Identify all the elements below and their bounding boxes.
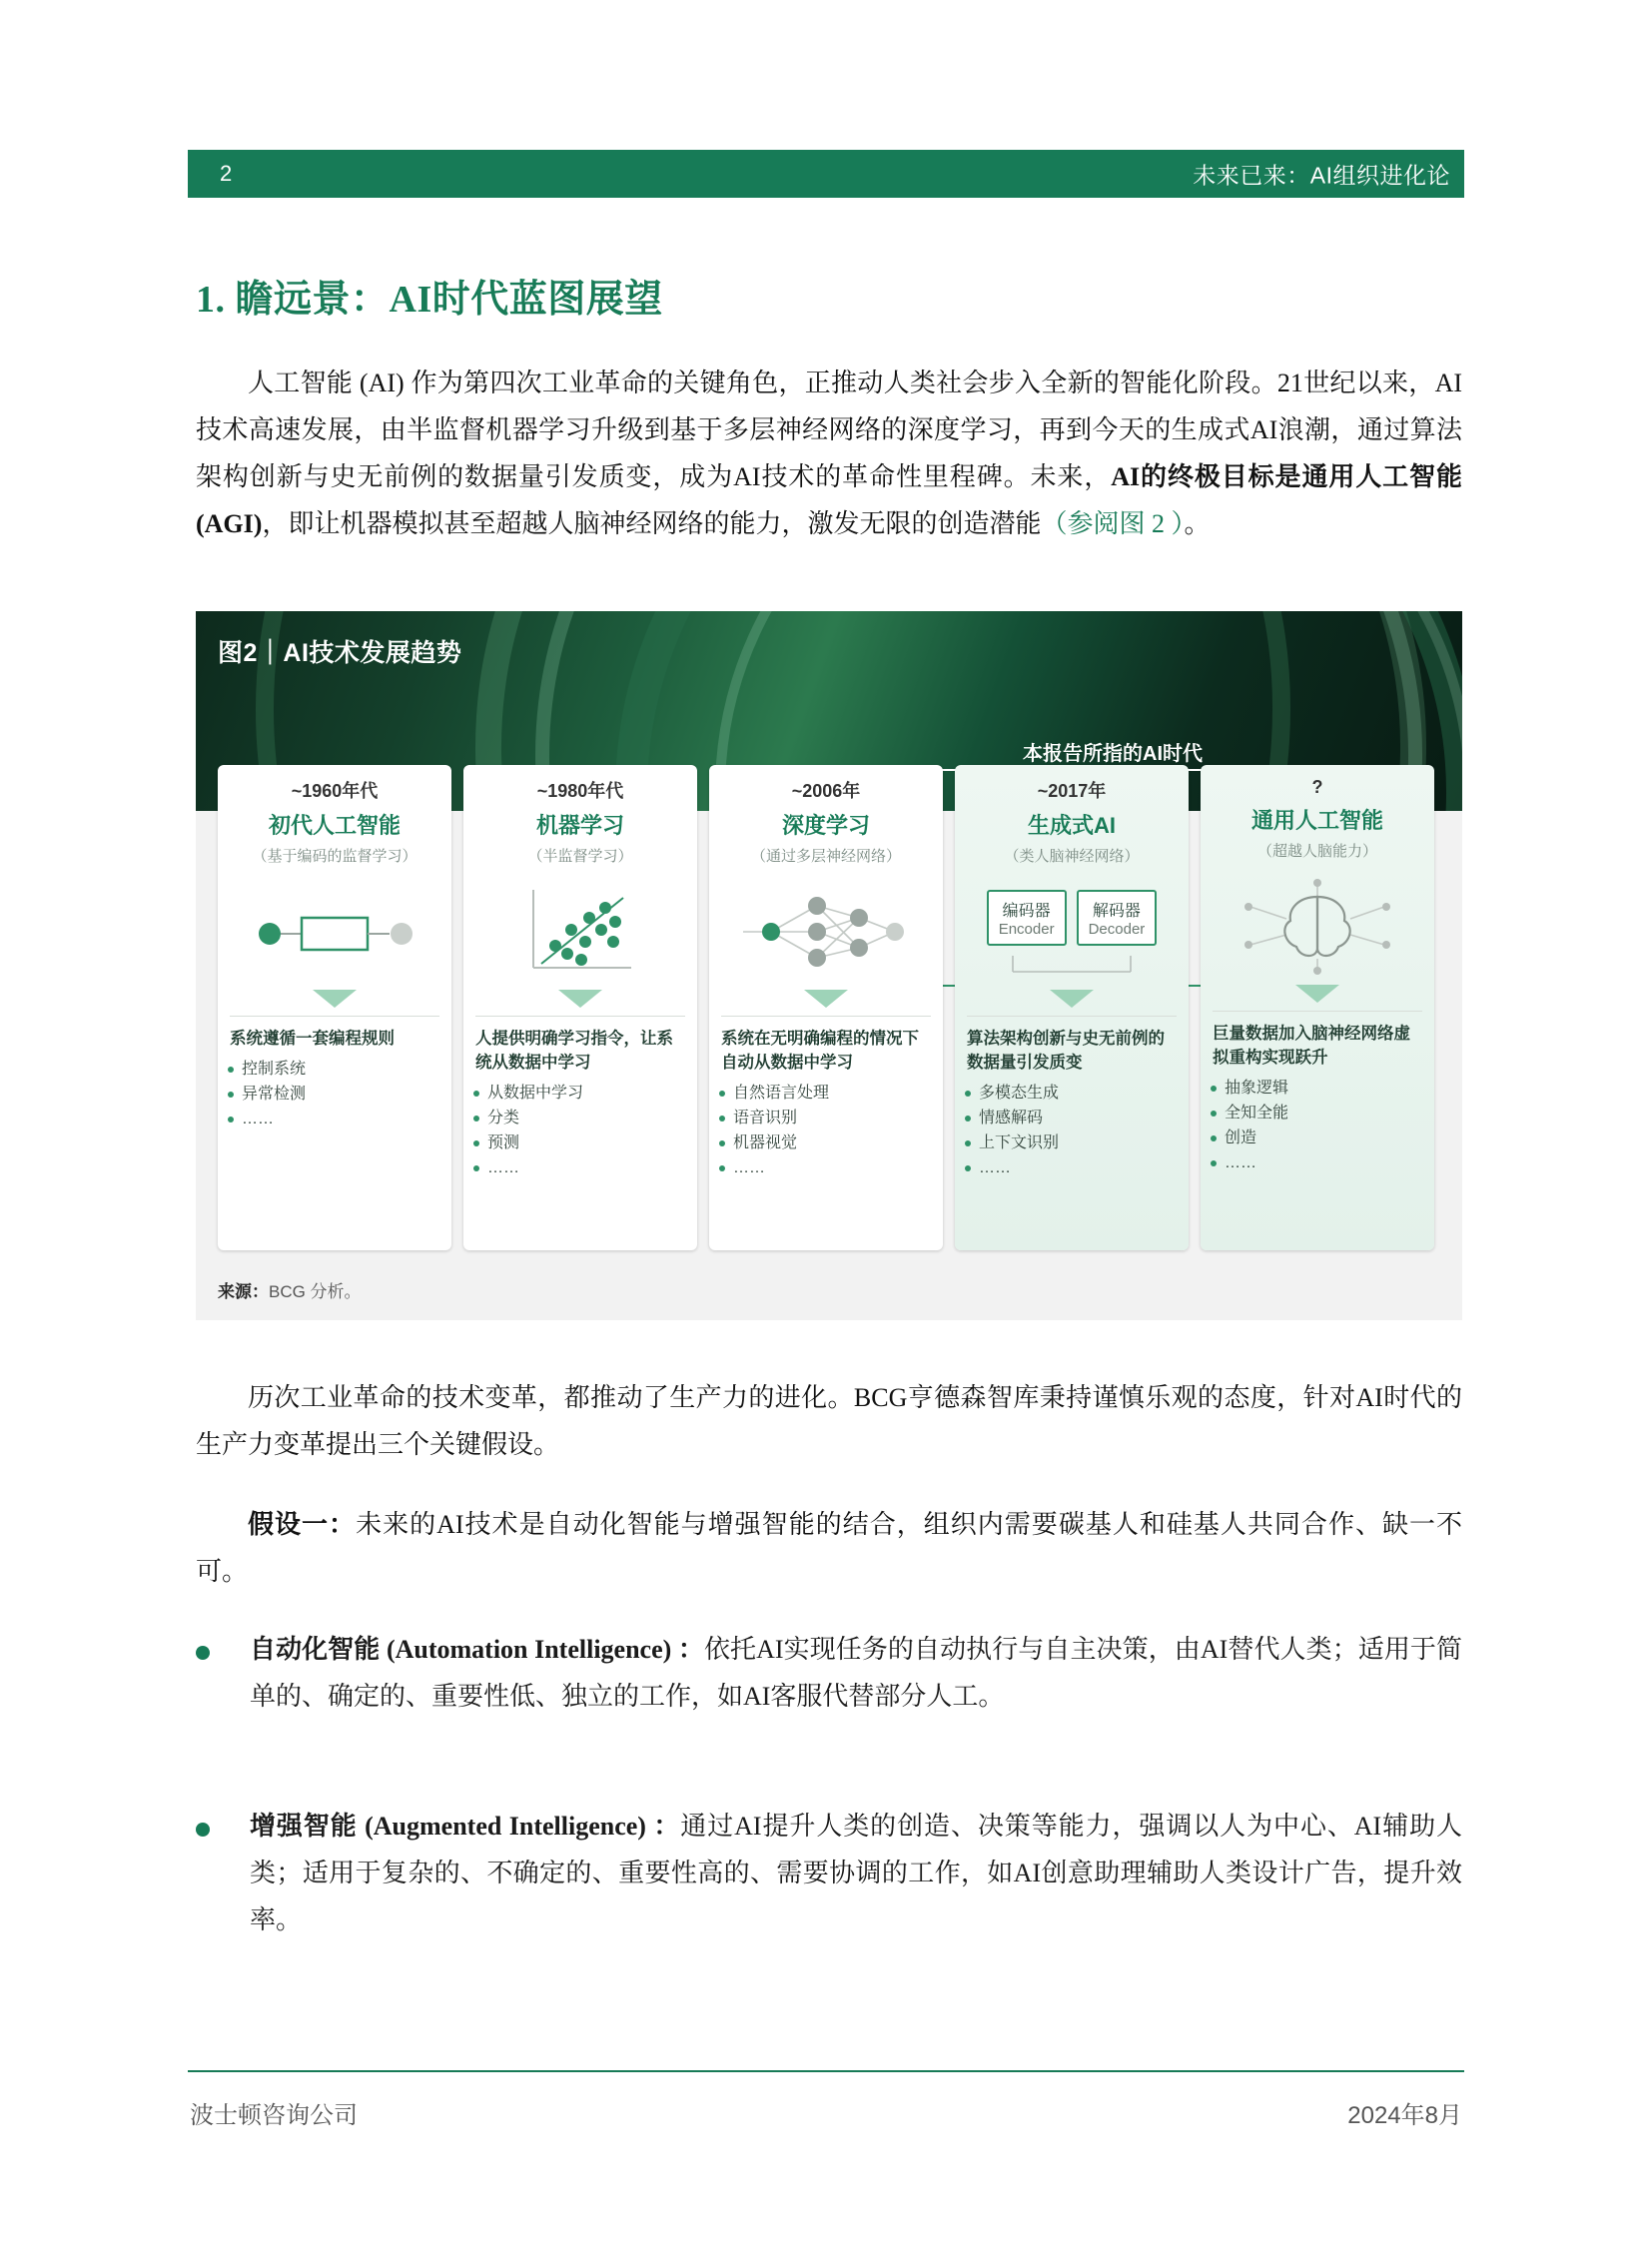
card-illustration-brain-chip [1201,867,1434,985]
encoder-label-en: Encoder [998,921,1055,938]
list-item: 语音识别 [733,1106,933,1130]
card-items [955,1079,1189,1190]
footer-date: 2024年8月 [1347,2102,1462,2129]
card-subtitle: （类人脑神经网络） [1004,848,1140,865]
card-illustration-scatter [463,872,697,990]
bullet-content [250,1803,1462,1943]
card-items [1201,1074,1434,1185]
list-item: …… [979,1155,1179,1180]
card-description: 人提供明确学习指令，让系统从数据中学习 [475,1030,673,1072]
bullet-dot-icon [196,1646,210,1660]
card-era: ~1980年代 [536,781,624,801]
header-title: 未来已来：AI组织进化论 [1193,162,1450,189]
card-era: ~2006年 [791,781,861,801]
neural-network-icon [709,872,943,990]
timeline-card-machine-learning [463,765,697,1250]
card-items [709,1079,943,1190]
card-arrow [1295,985,1339,1003]
exhibit-source-text: BCG 分析。 [269,1282,362,1301]
card-illustration-neural-network [709,872,943,990]
list-item: 自然语言处理 [733,1081,933,1106]
brain-chip-icon [1201,867,1434,985]
paragraph-intro-part3: 。 [1184,509,1211,538]
bullet-title: 自动化智能 (Automation Intelligence) ： [250,1635,704,1664]
list-item: …… [1225,1150,1424,1175]
card-description: 系统遵循一套编程规则 [230,1030,395,1048]
card-arrow [313,990,357,1008]
exhibit-label: 图2｜AI技术发展趋势 [218,639,462,667]
card-header [218,765,451,866]
card-items [218,1055,451,1141]
card-era: ? [1311,777,1323,797]
encoder-label-cn: 编码器 [1002,903,1051,920]
exhibit-reference: （参阅图 2 ） [1041,509,1185,538]
list-item: 分类 [487,1106,687,1130]
decoder-box [1077,890,1158,946]
paragraph-intro [196,360,1462,547]
list-item: 预测 [487,1130,687,1155]
card-era: ~1960年代 [291,781,379,801]
section-heading: 1. 瞻远景：AI时代蓝图展望 [196,279,663,321]
list-item: 多模态生成 [979,1081,1179,1106]
card-header [709,765,943,866]
card-title: 通用人工智能 [1250,808,1383,833]
paragraph-intro-part1: 人工智能 (AI) 作为第四次工业革命的关键角色，正推动人类社会步入全新的智能化阶段。21世纪以来，AI技术高速发展，由半监督机器学习升级到基于多层神经网络的深度学习，再到今天的生成式AI浪潮，通过算法架构创新与史无前例的数据量引发质变，成为AI技术的革命性里程碑。未来， [196,369,1462,491]
list-item: 抽象逻辑 [1225,1076,1424,1101]
card-subtitle: （通过多层神经网络） [750,848,901,865]
list-item: 创造 [1225,1125,1424,1150]
footer-divider [188,2070,1464,2072]
list-item: 全知全能 [1225,1101,1424,1125]
card-header [1201,765,1434,861]
bullet-dot-icon [196,1823,210,1837]
hypothesis-label: 假设一： [248,1510,357,1539]
card-description: 系统在无明确编程的情况下自动从数据中学习 [721,1030,919,1072]
card-arrow [804,990,848,1008]
list-item: 从数据中学习 [487,1081,687,1106]
ai-era-bracket-label: 本报告所指的AI时代 [1023,743,1203,765]
paragraph-productivity: 历次工业革命的技术变革，都推动了生产力的进化。BCG亨德森智库秉持谨慎乐观的态度，针对AI时代的生产力变革提出三个关键假设。 [196,1383,1462,1459]
bullet-body: 通过AI提升人类的创造、决策等能力，强调以人为中心、AI辅助人类；适用于复杂的、不确定的、重要性高的、需要协调的工作，如AI创意助理辅助人类设计广告，提升效率。 [250,1812,1462,1934]
exhibit-source [218,1277,362,1302]
exhibit-source-prefix: 来源： [218,1282,269,1301]
header-bar [258,150,1464,198]
node-box-icon [218,872,451,990]
scatter-chart-icon [463,872,697,990]
card-title: 机器学习 [535,813,624,838]
paragraph-hypothesis-one [196,1501,1462,1595]
card-illustration-encoder-decoder [955,872,1189,990]
bullet-content [250,1626,1462,1720]
card-era: ~2017年 [1037,781,1107,801]
list-item: 异常检测 [242,1082,441,1107]
decoder-label-cn: 解码器 [1092,903,1141,920]
footer-company: 波士顿咨询公司 [190,2102,358,2129]
card-subtitle: （超越人脑能力） [1256,843,1377,860]
card-illustration-node-box [218,872,451,990]
card-title: 初代人工智能 [268,813,401,838]
page-number: 2 [188,150,258,198]
card-title: 深度学习 [781,813,870,838]
card-subtitle: （半监督学习） [527,848,633,865]
decoder-label-en: Decoder [1088,921,1146,938]
card-header [463,765,697,866]
hypothesis-text: 未来的AI技术是自动化智能与增强智能的结合，组织内需要碳基人和硅基人共同合作、缺一不可。 [196,1510,1462,1586]
list-item: 机器视觉 [733,1130,933,1155]
list-item: …… [733,1155,933,1180]
card-arrow [1050,990,1094,1008]
encoder-box [987,890,1067,946]
encoder-decoder-connector-icon [955,946,1189,982]
timeline-card-generative-ai [955,765,1189,1250]
card-items [463,1079,697,1190]
timeline-cards [218,765,1440,1250]
card-arrow [558,990,602,1008]
timeline-card-agi [1201,765,1434,1250]
list-item: 上下文识别 [979,1130,1179,1155]
bullet-body: 依托AI实现任务的自动执行与自主决策，由AI替代人类；适用于简单的、确定的、重要性低、独立的工作，如AI客服代替部分人工。 [250,1635,1462,1711]
bullet-title: 增强智能 (Augmented Intelligence) ： [250,1812,681,1841]
list-item: 控制系统 [242,1057,441,1082]
exhibit-figure-2 [196,611,1462,1320]
bullet-automation-intelligence [196,1626,1462,1720]
page-header [188,150,1464,198]
card-description: 算法架构创新与史无前例的数据量引发质变 [967,1030,1165,1072]
list-item: 情感解码 [979,1106,1179,1130]
card-description: 巨量数据加入脑神经网络虚拟重构实现跃升 [1213,1025,1410,1067]
bullet-augmented-intelligence [196,1803,1462,1943]
paragraph-intro-part2: ，即让机器模拟甚至超越人脑神经网络的能力，激发无限的创造潜能 [262,509,1042,538]
card-title: 生成式AI [1027,813,1116,838]
card-subtitle: （基于编码的监督学习） [252,848,417,865]
timeline-card-early-ai [218,765,451,1250]
timeline-card-deep-learning [709,765,943,1250]
list-item: …… [242,1107,441,1131]
list-item: …… [487,1155,687,1180]
card-header [955,765,1189,866]
paragraph-intro-bold: AI的终极目标是通用人工智能 (AGI) [196,462,1462,538]
